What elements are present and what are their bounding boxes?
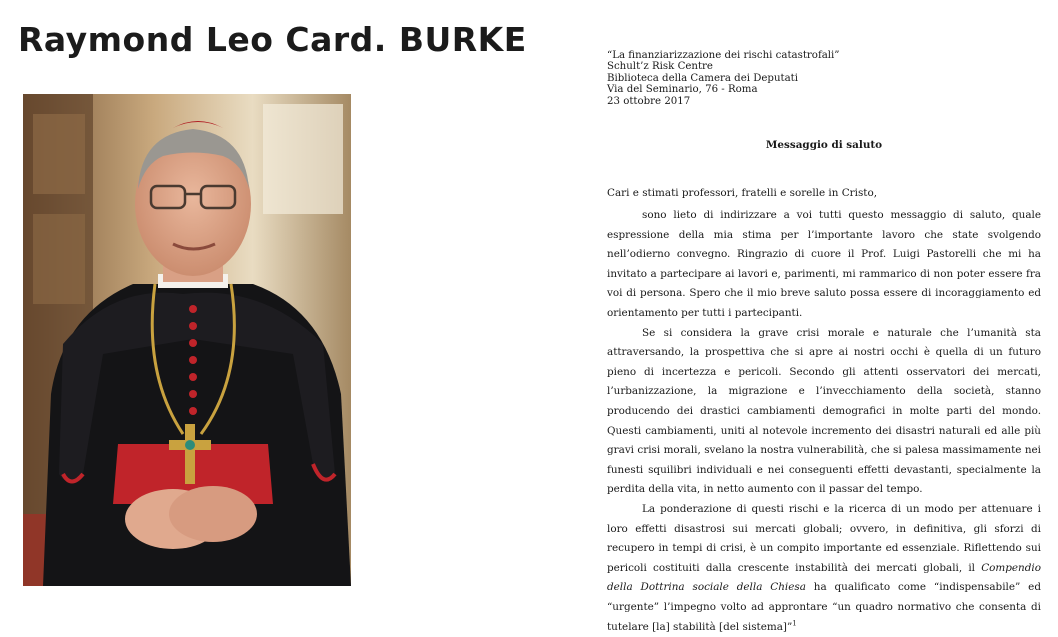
address-line: Schult’z Risk Centre: [607, 61, 713, 73]
letter-paragraph: sono lieto di indirizzare a voi tutti questo messaggio di saluto, quale espressione della mia stima per l’importante lavoro che state svolgendo nell’odierno convegno. Ringrazio di cuore il Prof. Luigi Pastorelli che mi ha invitato a partecipare ai lavori e, parimenti, mi rammarico di non poter essere fra voi di persona. Spero che il mio breve saluto possa essere di incoraggiamento ed orientamento per tutti i partecipanti.: [607, 209, 1041, 319]
portrait-illustration: [23, 94, 351, 586]
paragraph-text: ha qualificato come “indispensabile” ed “urgente” l’impegno volto ad approntare “un quadro normativo che consenta di tutelare [la] stabilità [del sistema]”: [607, 581, 1041, 633]
footnote-marker[interactable]: 1: [792, 619, 797, 628]
address-line: Biblioteca della Camera dei Deputati: [607, 72, 799, 84]
letter-greeting: Cari e stimati professori, fratelli e sorelle in Cristo,: [607, 187, 878, 200]
page-title: Raymond Leo Card. BURKE: [18, 20, 527, 59]
letter-date: 23 ottobre 2017: [607, 95, 691, 107]
paragraph-text: La ponderazione di questi rischi e la ricerca di un modo per attenuare i loro effetti disastrosi sui mercati globali; ovvero, in definitiva, gli sforzi di recupero in tempi di crisi, è un compito importante ed essenziale. Riflettendo sui pericoli costituiti dalla crescente instabilità dei mercati globali, il: [607, 502, 1041, 574]
letter-document: [607, 50, 1041, 633]
cardinal-portrait-photo: [23, 94, 351, 586]
letter-paragraph-last: [607, 500, 1041, 637]
address-line: “La finanziarizzazione dei rischi catastrofali”: [607, 50, 840, 61]
letter-address-block: [607, 50, 1041, 107]
document-title-italic: Compendio della Dottrina sociale della Chiesa: [607, 561, 1041, 594]
address-line: Via del Seminario, 76 - Roma: [607, 84, 758, 96]
letter-subject: Messaggio di saluto: [765, 139, 883, 152]
letter-paragraph: Se si considera la grave crisi morale e naturale che l’umanità sta attraversando, la prospettiva che si apre ai nostri occhi è quella di un futuro pieno di incertezza e pericoli. Secondo gli attenti osservatori dei mercati, l’urbanizzazione, la migrazione e l’invecchiamento della società, stanno producendo dei drastici cambiamenti demografici in molte parti del mondo. Questi cambiamenti, uniti al notevole incremento dei disastri naturali ed alle più gravi crisi morali, svelano la nostra vulnerabilità, che si palesa massimamente nei funesti squilibri individuali e nei conseguenti effetti devastanti, specialmente la perdita della vita, in netto aumento con il passar del tempo.: [607, 326, 1041, 496]
